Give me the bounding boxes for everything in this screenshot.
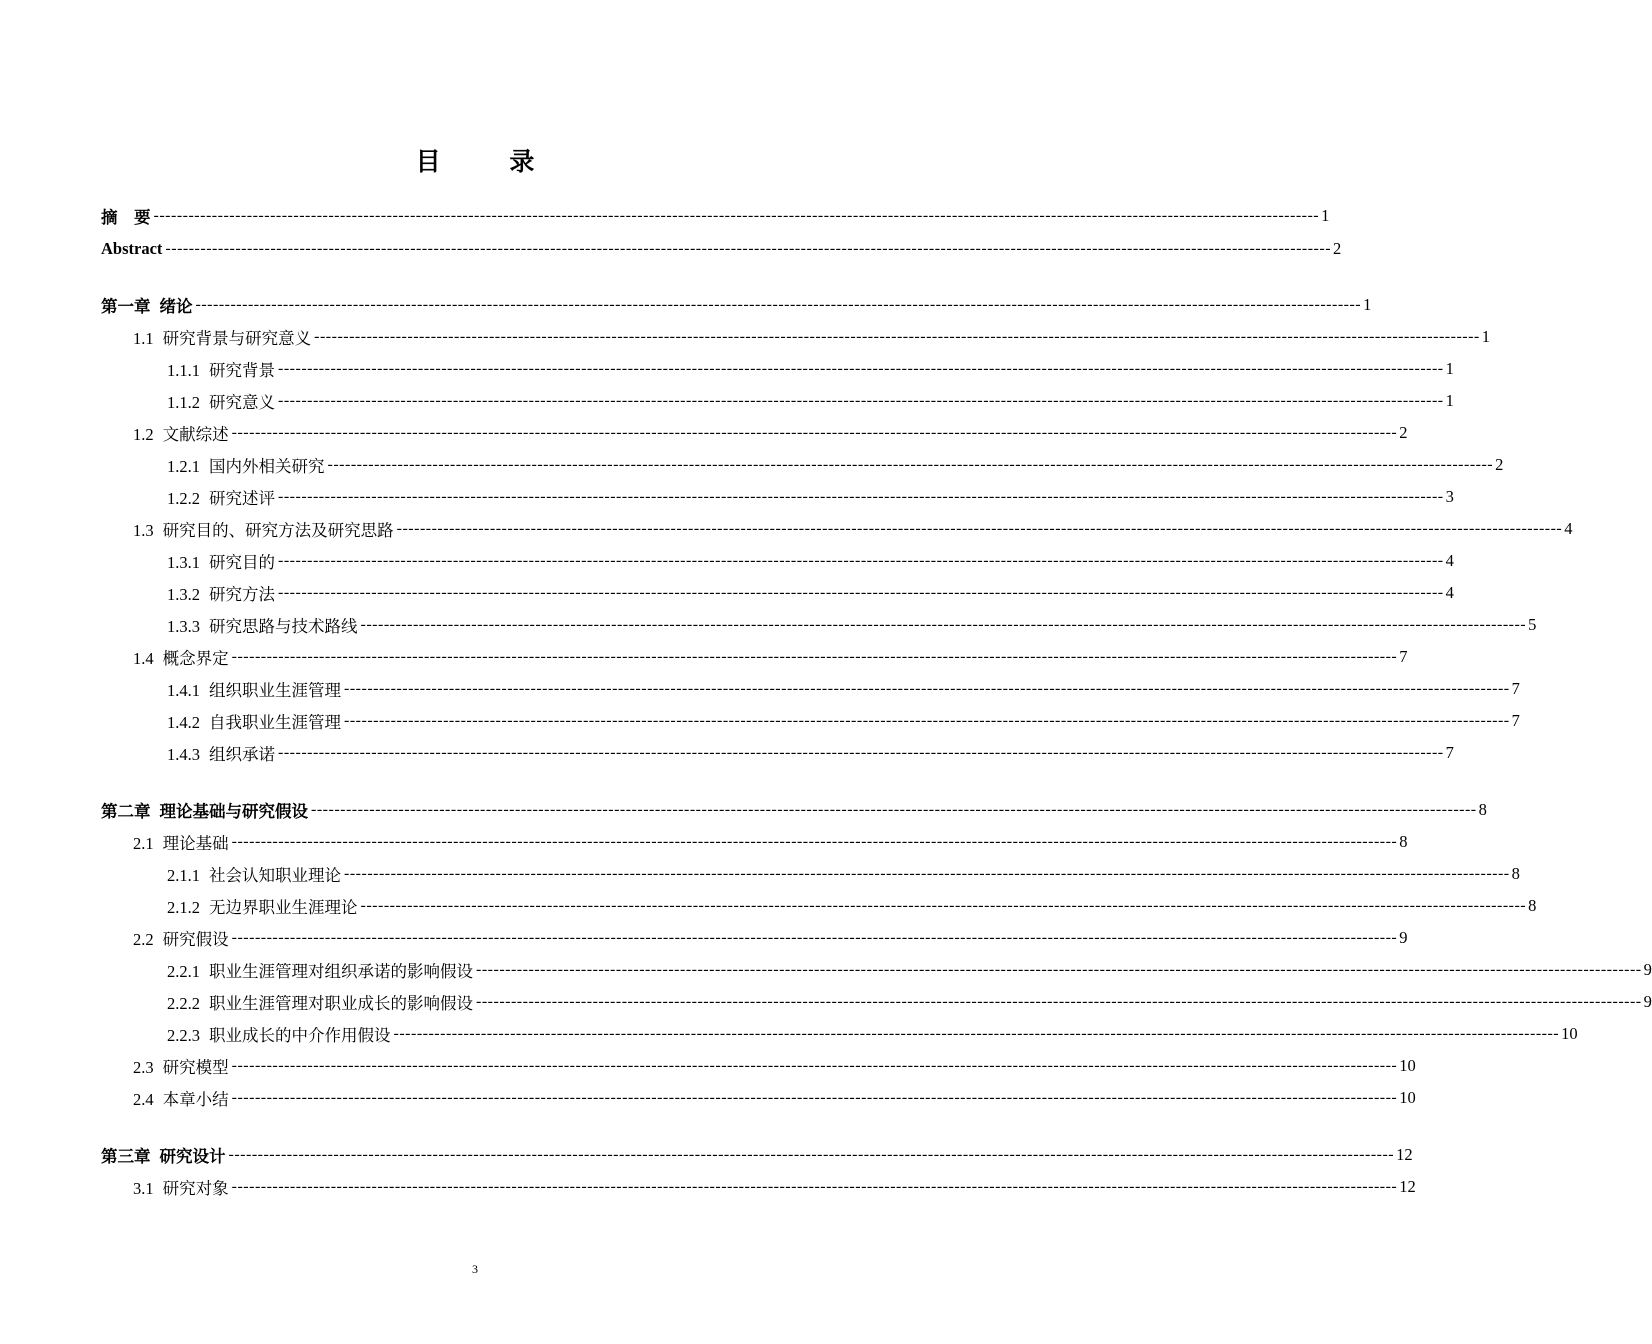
toc-entry-label [167, 453, 327, 477]
toc-entry-text: 研究对象 [162, 1179, 229, 1198]
toc-entry-text: 组织职业生涯管理 [209, 681, 341, 700]
toc-entry-page: 7 [1511, 711, 1520, 730]
toc-entry-text: 组织承诺 [209, 745, 275, 764]
toc-entry-page: 8 [1478, 800, 1487, 819]
toc-entry-number: 2.3 [133, 1058, 154, 1077]
toc-entry-label [167, 709, 343, 733]
toc-entry-text: 研究思路与技术路线 [209, 617, 358, 636]
dot-leader: -------------------------------------------------------------------------------------------------------------------------------------------------------------------------------------------------------- [476, 961, 1642, 978]
toc-entry[interactable] [167, 858, 1520, 890]
toc-entry-text: Abstract [101, 239, 163, 258]
toc-entry-page: 12 [1399, 1177, 1416, 1196]
toc-entry-text: 研究目的 [209, 553, 275, 572]
toc-entry[interactable] [167, 577, 1454, 609]
toc-entry-page: 8 [1528, 896, 1537, 915]
toc-entry-text: 自我职业生涯管理 [209, 713, 341, 732]
toc-entry-text: 国内外相关研究 [209, 457, 325, 476]
toc-entry-label [167, 1022, 393, 1046]
toc-entry-number: 1.3 [133, 521, 154, 540]
dot-leader: -------------------------------------------------------------------------------------------------------------------------------------------------------------------------------------------------------- [314, 328, 1480, 345]
toc-entry-number: 1.4.3 [167, 745, 200, 764]
dot-leader: -------------------------------------------------------------------------------------------------------------------------------------------------------------------------------------------------------- [360, 897, 1527, 914]
dot-leader: -------------------------------------------------------------------------------------------------------------------------------------------------------------------------------------------------------- [231, 833, 1398, 850]
toc-entry-number: 2.2 [133, 930, 154, 949]
toc-entry-text: 摘 要 [101, 208, 151, 227]
toc-entry-page: 1 [1445, 359, 1454, 378]
toc-entry-number: 1.2 [133, 425, 154, 444]
toc-entry-label [167, 990, 475, 1014]
toc-entry-number: 第三章 [101, 1147, 151, 1166]
toc-entry-number: 2.1 [133, 834, 154, 853]
toc-entry-label [167, 862, 343, 886]
toc-entry-text: 研究意义 [209, 393, 275, 412]
toc-entry[interactable] [167, 481, 1454, 513]
dot-leader: -------------------------------------------------------------------------------------------------------------------------------------------------------------------------------------------------------- [231, 648, 1398, 665]
toc-entry-label [101, 1143, 228, 1167]
dot-leader: -------------------------------------------------------------------------------------------------------------------------------------------------------------------------------------------------------- [344, 680, 1510, 697]
toc-entry-label [133, 325, 313, 349]
toc-entry-label [133, 421, 231, 445]
toc-entry-text: 理论基础与研究假设 [159, 802, 308, 821]
toc-entry-label [167, 741, 277, 765]
dot-leader: -------------------------------------------------------------------------------------------------------------------------------------------------------------------------------------------------------- [165, 240, 1332, 257]
dot-leader: -------------------------------------------------------------------------------------------------------------------------------------------------------------------------------------------------------- [153, 207, 1320, 224]
toc-entry-number: 1.4 [133, 649, 154, 668]
toc-entry-text: 研究述评 [209, 489, 275, 508]
toc-entry-text: 本章小结 [162, 1090, 229, 1109]
toc-entry-page: 8 [1511, 864, 1520, 883]
toc-entry-text: 研究目的、研究方法及研究思路 [162, 521, 394, 540]
dot-leader: -------------------------------------------------------------------------------------------------------------------------------------------------------------------------------------------------------- [278, 392, 1444, 409]
toc-entry-label [133, 1086, 231, 1110]
toc-entry-page: 4 [1445, 583, 1454, 602]
toc-entry-number: 1.3.1 [167, 553, 200, 572]
dot-leader: -------------------------------------------------------------------------------------------------------------------------------------------------------------------------------------------------------- [231, 424, 1398, 441]
toc-entry[interactable] [101, 1139, 1413, 1171]
toc-entry-label [133, 1054, 231, 1078]
toc-entry[interactable] [133, 1171, 1416, 1203]
toc-entry[interactable] [133, 641, 1408, 673]
toc-entry[interactable] [167, 385, 1454, 417]
toc-entry-label [101, 293, 195, 317]
toc-entry-label [167, 958, 475, 982]
toc-entry-number: 1.4.1 [167, 681, 200, 700]
toc-entry-text: 概念界定 [162, 649, 229, 668]
toc-entry-page: 7 [1445, 743, 1454, 762]
toc-entry[interactable] [167, 449, 1504, 481]
dot-leader: -------------------------------------------------------------------------------------------------------------------------------------------------------------------------------------------------------- [278, 360, 1444, 377]
toc-entry-page: 3 [1445, 487, 1454, 506]
toc-entry-label [167, 677, 343, 701]
toc-entry-text: 研究背景 [209, 361, 275, 380]
toc-entry-number: 1.1.1 [167, 361, 200, 380]
toc-entry-text: 职业生涯管理对职业成长的影响假设 [209, 994, 473, 1013]
toc-entry-number: 1.3.2 [167, 585, 200, 604]
toc-entry-page: 2 [1495, 455, 1504, 474]
toc-entry-page: 1 [1363, 295, 1372, 314]
dot-leader: -------------------------------------------------------------------------------------------------------------------------------------------------------------------------------------------------------- [231, 1057, 1398, 1074]
toc-entry-number: 1.2.2 [167, 489, 200, 508]
toc-entry-number: 1.1 [133, 329, 154, 348]
dot-leader: -------------------------------------------------------------------------------------------------------------------------------------------------------------------------------------------------------- [228, 1146, 1395, 1163]
toc-entry-number: 1.2.1 [167, 457, 200, 476]
toc-entry-label [167, 581, 277, 605]
toc-entry-page: 1 [1445, 391, 1454, 410]
toc-entry[interactable] [167, 1018, 1578, 1050]
toc-entry-label [133, 926, 231, 950]
toc-entry-page: 7 [1399, 647, 1408, 666]
toc-entry[interactable] [133, 922, 1408, 954]
toc-entry-label [167, 485, 277, 509]
toc-entry-text: 文献综述 [162, 425, 229, 444]
dot-leader: -------------------------------------------------------------------------------------------------------------------------------------------------------------------------------------------------------- [344, 712, 1510, 729]
toc-entry[interactable] [167, 545, 1454, 577]
toc-entry-text: 社会认知职业理论 [209, 866, 341, 885]
toc-entry-text: 职业生涯管理对组织承诺的影响假设 [209, 962, 473, 981]
page-number: 3 [472, 1262, 478, 1276]
dot-leader: -------------------------------------------------------------------------------------------------------------------------------------------------------------------------------------------------------- [311, 801, 1477, 818]
toc-entry-page: 9 [1399, 928, 1408, 947]
toc-entry-page: 4 [1564, 519, 1573, 538]
toc-entry[interactable] [167, 954, 1652, 986]
toc-entry-label [101, 798, 310, 822]
dot-leader: -------------------------------------------------------------------------------------------------------------------------------------------------------------------------------------------------------- [327, 456, 1494, 473]
toc-entry-number: 1.4.2 [167, 713, 200, 732]
dot-leader: -------------------------------------------------------------------------------------------------------------------------------------------------------------------------------------------------------- [344, 865, 1510, 882]
dot-leader: -------------------------------------------------------------------------------------------------------------------------------------------------------------------------------------------------------- [231, 1089, 1398, 1106]
toc-entry[interactable] [133, 1050, 1416, 1082]
toc-entry-number: 第二章 [101, 802, 151, 821]
toc-entry[interactable] [133, 1082, 1416, 1114]
dot-leader: -------------------------------------------------------------------------------------------------------------------------------------------------------------------------------------------------------- [393, 1025, 1560, 1042]
toc-entry-page: 10 [1399, 1088, 1416, 1107]
toc-entry-text: 研究设计 [159, 1147, 226, 1166]
toc-entry-label [101, 204, 153, 228]
dot-leader: -------------------------------------------------------------------------------------------------------------------------------------------------------------------------------------------------------- [476, 993, 1642, 1010]
toc-entry-page: 2 [1399, 423, 1408, 442]
toc-entry-text: 理论基础 [162, 834, 229, 853]
toc-entry-label [167, 613, 360, 637]
toc-entry-label [167, 389, 277, 413]
toc-entry-label [133, 517, 396, 541]
toc-entry-number: 2.1.1 [167, 866, 200, 885]
toc-entry-number: 2.2.1 [167, 962, 200, 981]
toc-entry[interactable] [133, 321, 1490, 353]
toc-entry-number: 2.4 [133, 1090, 154, 1109]
toc-entry-page: 5 [1528, 615, 1537, 634]
toc-entry[interactable] [167, 705, 1520, 737]
toc-entry-number: 第一章 [101, 297, 151, 316]
toc-entry-text: 研究背景与研究意义 [162, 329, 312, 348]
toc-entry-label [133, 1175, 231, 1199]
toc-entry-number: 2.2.3 [167, 1026, 200, 1045]
toc-entry-number: 1.1.2 [167, 393, 200, 412]
toc-entry[interactable] [167, 890, 1537, 922]
toc-entry-text: 职业成长的中介作用假设 [209, 1026, 391, 1045]
toc-entry-text: 绪论 [159, 297, 193, 316]
page-title: 目 录 [415, 147, 565, 176]
toc-entry[interactable] [167, 353, 1454, 385]
toc-entry-label [167, 894, 360, 918]
dot-leader: -------------------------------------------------------------------------------------------------------------------------------------------------------------------------------------------------------- [231, 1178, 1398, 1195]
toc-entry-page: 7 [1511, 679, 1520, 698]
toc-entry-label [167, 357, 277, 381]
toc-entry-number: 3.1 [133, 1179, 154, 1198]
dot-leader: -------------------------------------------------------------------------------------------------------------------------------------------------------------------------------------------------------- [278, 744, 1444, 761]
toc-entry-number: 1.3.3 [167, 617, 200, 636]
dot-leader: -------------------------------------------------------------------------------------------------------------------------------------------------------------------------------------------------------- [278, 488, 1444, 505]
toc-entry-text: 研究方法 [209, 585, 275, 604]
toc-entry-number: 2.1.2 [167, 898, 200, 917]
toc-entry-text: 研究模型 [162, 1058, 229, 1077]
toc-entry[interactable] [133, 826, 1408, 858]
toc-entry[interactable] [101, 233, 1342, 265]
toc-entry-page: 2 [1333, 239, 1342, 258]
toc-entry-page: 1 [1481, 327, 1490, 346]
dot-leader: -------------------------------------------------------------------------------------------------------------------------------------------------------------------------------------------------------- [195, 296, 1362, 313]
toc-entry-page: 8 [1399, 832, 1408, 851]
toc-entry-page: 9 [1643, 960, 1652, 979]
toc-entry-label [101, 239, 164, 259]
toc-entry[interactable] [167, 986, 1652, 1018]
toc-entry-page: 10 [1561, 1024, 1578, 1043]
toc-entry[interactable] [101, 289, 1372, 321]
toc-entry-page: 4 [1445, 551, 1454, 570]
toc-entry-label [133, 645, 231, 669]
toc-entry-text: 无边界职业生涯理论 [209, 898, 358, 917]
toc-entry-page: 9 [1643, 992, 1652, 1011]
toc-entry-page: 10 [1399, 1056, 1416, 1075]
dot-leader: -------------------------------------------------------------------------------------------------------------------------------------------------------------------------------------------------------- [360, 616, 1527, 633]
dot-leader: -------------------------------------------------------------------------------------------------------------------------------------------------------------------------------------------------------- [278, 552, 1444, 569]
toc-entry-label [167, 549, 277, 573]
toc-entry[interactable] [101, 200, 1330, 232]
toc-entry-text: 研究假设 [162, 930, 229, 949]
toc-entry[interactable] [167, 737, 1454, 769]
toc-entry[interactable] [167, 609, 1537, 641]
dot-leader: -------------------------------------------------------------------------------------------------------------------------------------------------------------------------------------------------------- [278, 584, 1444, 601]
toc-entry[interactable] [167, 673, 1520, 705]
toc-entry[interactable] [133, 417, 1408, 449]
dot-leader: -------------------------------------------------------------------------------------------------------------------------------------------------------------------------------------------------------- [231, 929, 1398, 946]
toc-entry-number: 2.2.2 [167, 994, 200, 1013]
dot-leader: -------------------------------------------------------------------------------------------------------------------------------------------------------------------------------------------------------- [396, 520, 1563, 537]
toc-entry-label [133, 830, 231, 854]
toc-entry[interactable] [133, 513, 1573, 545]
toc-entry-page: 1 [1321, 206, 1330, 225]
toc-entry[interactable] [101, 794, 1487, 826]
toc-entry-page: 12 [1396, 1145, 1413, 1164]
